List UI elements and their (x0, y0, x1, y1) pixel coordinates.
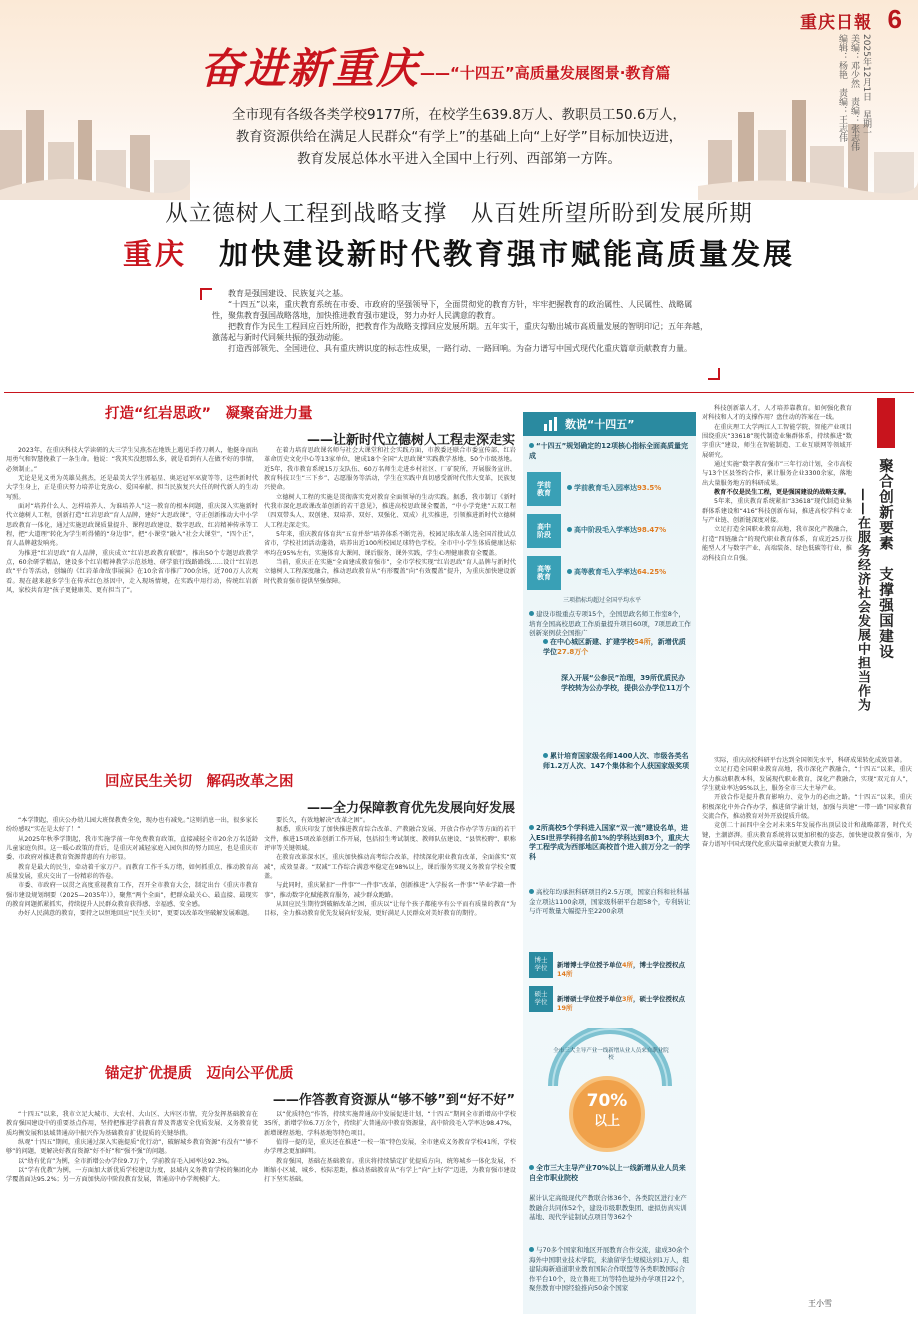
article-paragraph: 立德树人工程的实施是贯彻落实党对教育全面领导的生动实践。据悉，我市制订《新时代我市深化思政课改革创新的若干意见》，推进高校思政课全覆盖，“中小学党建”五双工程（四双带头人、双创建、双培养、双好、双强化、双成）扎实推进，引领推进新时代立德树人工程走深走实。 (264, 493, 516, 529)
info-text: ，新增优质学位 (543, 638, 686, 656)
article-paragraph: 科技创新靠人才，人才培养靠教育。如何强化教育对科技和人才的支撑作用？盘住动的答案在一线。 (702, 405, 852, 422)
degree-text: ，博士学位授权点 (633, 961, 686, 969)
info-paragraph (529, 1246, 691, 1312)
article-subtitle: ——全力保障教育优先发展向好发展 (306, 801, 515, 816)
article-paragraph: 在教育改革深水区，重庆加快推动高考综合改革，持续深化职业教育改革，全面落实“双减”，成效显著。“双减”工作综合满意率稳定在98%以上，课后服务实现义务教育学校全覆盖。 (264, 854, 516, 881)
article-paragraph: 立足打造全国职业教育高地，我市深化产教融合，“十四五”以来，重庆大力推动职教本科，发展现代职业教育，深化产教融合，实现“双元育人”，学生就业率达95%以上，服务全市三大主导产业。 (702, 766, 912, 793)
article-paragraph: 竞创二十届四中全会对未来5年发展作出顶层设计和战略部署，时代关键，主潮澎湃。重庆教育系统将以更加积极的姿态，加快建设教育强市，为奋力谱写中国式现代化重庆篇章贡献更大教育力量。 (702, 822, 912, 849)
newspaper-logo: 重庆日報 (800, 13, 872, 33)
article-subtitle: ——让新时代立德树人工程走深走实 (306, 433, 515, 448)
info-text: 建设市级重点专项15个，全国思政名师工作室8个，培育全国高校思政工作质量提升项目60项，7项思政工作创新案例获全国推广 (529, 610, 691, 638)
article-paragraph: 为推进“红岩思政”育人品牌，重庆成立“红岩思政教育联盟”，推出50个专题思政教学点，60余研学精品，建设多个红岩精神教学示范基地、研学旅行线路路线……设计“红岩思政”平台等活动，创编的《红岩革命故事展演》在10余省市推广700余场，近700万人次观看。现在越来越多学生在传承红色基因中，走入现场情境，在实践中用行动，传统红岩新风，家校共育迎“孩子更健康美、更有担当了”。 (6, 549, 258, 595)
info-text: 全市三大主导产业70%以上一线新增从业人员来自全市职业院校 (529, 1164, 686, 1182)
article-paragraph: 教育是最大的民生，牵动着千家万户。而教育工作千头万绪，如何抓重点、推动教育高质量发展，重庆交出了一份精彩的答卷。 (6, 863, 258, 881)
tag-bar (877, 398, 895, 448)
info-intro-text: “十四五”规划确定的12项核心指标全面高质量完成 (529, 442, 688, 460)
bullet-icon (567, 485, 572, 490)
article-paragraph: 在重庆理工大学两江人工智能学院，智能产业项目围绕重庆“33618”现代制造业集群体系，持续推进“数字重庆”建设，师生在智能制造、工业互联网等领域开展研究。 (702, 423, 852, 459)
article-paragraph: 办好人民满意的教育，要持之以恒地回应“民生关切”，更要以改革攻坚破解发展难题。 (18, 910, 254, 918)
article-paragraph: 以“优质特色”作答，持续实施普通高中发展促进计划，“十四五”期间全市新增高中学校35所，新增学位6.7万余个，持续扩大普通高中教育资源量，高中阶段毛入学率达98.47%，新增课程基地、学科基地等特色项目。 (264, 1111, 516, 1137)
article-paragraph: 与此同时，重庆紧扣“一件事”“一件事”改革，创新推进“入学报名一件事”“毕业学籍一件事”，推动数字化赋能教育服务，减少群众跑路。 (264, 882, 516, 899)
stat-row (527, 514, 691, 548)
degree-text: ，硕士学位授权点 (633, 995, 686, 1003)
article-paragraph: 2023年，在重庆科技大学读研的大三学生吴燕杰在地铁上遇见手持刀刺人，他挺身而出用勇气和智慧挽救了一条生命。他说：“我其实没想那么多，就是看到有人在做不好的事情，必须制止。” (6, 447, 258, 473)
article-paragraph: “本学期起，重庆公办幼儿园大班保教费全免，现办也有减免。”这则消息一出，很多家长纷纷感叹“实在是太好了！” (6, 817, 258, 834)
page-number: 6 (887, 4, 902, 34)
infographic-header (523, 412, 696, 436)
article-paragraph: 在着力培育思政课名师与社会大课堂和社会实践方面，市教委还联合市委宣传部、红岩革命历史文化中心等13家单位，建成18个全国“大思政课”实践教学基地、50个市级基地。近5年，我市教育系统15万支队伍、60万名师生走进乡村社区、厂矿院所，开展服务宣讲、教育科技卫生“三下乡”、志愿服务等活动，学生在实践中真切感受新时代伟大变革，民族复兴使命。 (264, 447, 516, 492)
stat-label: 学前 教育 (527, 472, 561, 506)
bullet-icon (529, 1247, 534, 1252)
article-paragraph: 通过实施“数字教育强市”三年行动计划，全市高校与13个区县签约合作，累计服务企业3300余家，落地出大量服务地方的科研成果。 (702, 461, 852, 487)
article-paragraph: 教育强国，基础在基础教育。重庆将持续锚定扩优提质方向，统筹城乡一体化发展，不断缩小区域、城乡、校际差距，推动基础教育从“有学上”向“上好学”迈进，为教育强市建设打下坚实基础。 (264, 1157, 516, 1184)
article-paragraph: 5年来，重庆教育体育共“五育并举”培养体系不断完善，校园足球改革人选全国首批试点省市，学校社团活动蓬勃，培养出近100所校园足球特色学校。全市中小学生体质健康达标率均在95%左右，实施体育大课间、课后服务、课外实践，学生心理健康教育全覆盖。 (264, 531, 516, 557)
info-highlight: 深入开展“公参民”治理，39所优质民办学校转为公办学校，提供公办学位11万个 (561, 674, 690, 692)
section-subtitle: ——“十四五”高质量发展图景·教育篇 (420, 64, 671, 82)
article-paragraph: 值得一提的是，重庆还在推进“一校一策”特色发展，全市建成义务教育学校41所，学校办学理念更加鲜明。 (264, 1139, 516, 1156)
article-paragraph: “十四五”以来，我市立足大城市、大农村、大山区、大库区市情，充分发挥基础教育在教育强国建设中的重要基点作用，坚持把推进学前教育普及普惠安全优质发展、义务教育优质均衡发展和县域普通高中振兴作为基础教育扩优提质的关键举措。 (6, 1111, 258, 1137)
article-subtitle: ——作答教育资源从“够不够”到“好不好” (272, 1093, 515, 1108)
article-column (264, 446, 516, 752)
stat-text: 高等教育毛入学率达 (574, 568, 637, 576)
article-paragraph: 当前，重庆正在实施“全面建成教育强市”，全市学校实现“红岩思政”育人品牌与新时代立德树人工程深度融合，推动思政教育从“有形覆盖”向“有效覆盖”提升，为重庆加快建设新时代教育强市提供坚强保障。 (264, 559, 516, 585)
article-paragraph: 面对“培养什么人、怎样培养人、为谁培养人”这一教育的根本问题，重庆深入实施新时代立德树人工程，创新打造“红岩思政”育人品牌，建好“大思政课”，守正创新推动大中小学思政教育一体化，通过实施思政课质量提升、课程思政建设、数字思政、红岩精神传承等工程，把“大道理”转化为学生听得懂的“身边事”，把“小课堂”融入“社会大课堂”，“四个正”，育人品牌越发响亮。 (6, 503, 258, 548)
article-header (105, 1062, 515, 1108)
article-paragraph: 从2025年秋季学期起，我市实施学前一年免费教育政策，直接减轻全市20余万名适龄儿童家庭负担。这一暖心政策的背后，是重庆对减轻家庭入园负担的努力回应，也是重庆市委、市政府对推进教育资源普惠的有力彰显。 (6, 835, 258, 862)
article-column (264, 1110, 516, 1316)
bullet-icon (529, 1165, 534, 1170)
info-highlight (529, 1164, 691, 1192)
degree-number: 14所 (557, 970, 573, 978)
headline-text: 加快建设新时代教育强市赋能高质量发展 (187, 237, 796, 271)
degree-value (557, 960, 689, 978)
info-text: 与70多个国家和地区开展教育合作交流，建成30余个海外中国职业技术学院，来渝留学生规模达到1万人，组建陆海新通道职业教育国际合作联盟等各类职教国际合作平台10个，设立鲁班工坊等特色境外办学项目22个，聚焦教育中国经验推向50余个国家 (529, 1246, 690, 1293)
info-number: 54所 (634, 638, 651, 646)
arc-label: 全市三大主导产业一线新增从业人员来自职业院校 (553, 1048, 669, 1061)
intro-line: 教育发展总体水平进入全国中上行列、西部第一方阵。 (297, 151, 621, 167)
percent-circle (569, 1076, 645, 1152)
article-column (264, 816, 516, 1042)
article-title: 打造“红岩思政” 凝聚奋进力量 (105, 406, 313, 422)
date-line: 2025年12月1日 星期一 (861, 34, 871, 138)
lead-paragraph: 把教育作为民生工程回应百姓所盼，把教育作为战略支撑回应发展所期。五年实干，重庆勾勒出城市高质量发展的智明印记；五年奔越，激荡起与新时代同频共振的强劲动能。 (212, 322, 708, 342)
info-text: 高校年均承担科研项目约2.5万项，国家自科和社科基金立项达1100余项，国家级科研平台超58个，专利转让与许可数量大幅提升至2200余项 (529, 888, 691, 916)
bullet-icon (529, 825, 534, 830)
info-paragraph (529, 888, 691, 944)
stat-row (527, 556, 691, 590)
lead-paragraph: 打造西部领先、全国进位、具有重庆辨识度的标志性成果，一路行动、一路回响。为奋力谱写中国式现代化重庆篇章贡献教育力量。 (228, 344, 692, 353)
info-intro (529, 442, 691, 461)
info-highlight (529, 824, 691, 880)
stat-row (527, 472, 691, 506)
article-paragraph: 纵观“十四五”期间，重庆通过深入实施提质“优行动”，破解城乡教育资源“有没有”“够不够”的问题，更解决好教育资源“好不好”和“强不强”的问题。 (6, 1139, 258, 1156)
intro-line: 全市现有各级各类学校9177所，在校学生639.8万人、教职员工50.6万人， (231, 107, 687, 123)
info-highlight (543, 638, 691, 672)
masthead (0, 0, 918, 200)
degree-number: 19所 (557, 1004, 573, 1012)
article-header (105, 402, 515, 448)
article-paragraph: 据悉，重庆印发了加快推进教育综合改革、产教融合发展、开放合作办学等方面的若干文件，推进15项改革创新工作开展，包括招生考试制度、教师队伍建设、“县管校聘”、职称评审等关键领域。 (264, 826, 516, 853)
info-paragraph: 累计认定高级现代产教联合体36个、各类院区进行业产教融合共同体52个，建设市级职教集团、虚拟仿真实训基地、现代学徒制试点项目等362个 (529, 1194, 687, 1222)
bullet-icon (529, 611, 534, 616)
bullet-icon (567, 569, 572, 574)
intro-line: 教育资源供给在满足人民群众“有学上”的基础上向“上好学”目标加快迈进， (235, 129, 683, 145)
main-headline (0, 232, 918, 273)
info-text: 在中心城区新建、扩建学校 (550, 638, 634, 646)
lead-paragraph: 教育是强国建设、民族复兴之基。 (228, 289, 348, 298)
article-paragraph: 教育不仅是民生工程，更是强国建设的战略支撑。 (714, 489, 851, 497)
degree-number: 4所 (622, 961, 634, 969)
stat-text: 高中阶段毛入学率达 (574, 526, 637, 534)
lead-box (200, 288, 720, 380)
editor-line: 编辑：杨艳 责编：王志伟 (837, 34, 847, 142)
article-title: 锚定扩优提质 迈向公平优质 (105, 1066, 294, 1082)
article-side-tag (853, 398, 897, 728)
lead-paragraph: “十四五”以来，重庆教育系统在市委、市政府的坚强领导下，全面贯彻党的教育方针，牢牢把握教育的政治属性、人民属性、战略属性，聚焦教育强国战略落地，加快推进教育强市建设，努力办好人民满意的教育。 (212, 300, 693, 320)
article-paragraph: 5年来，重庆教育系统紧扣“33618”现代制造业集群体系建设和“416”科技创新布局，推进高校学科专业与产业链、创新链深度对接。 (702, 498, 852, 525)
article-column (702, 404, 852, 754)
info-text: 累计培育国家级名师1400人次、市级各类名师1.2万人次、147个集体和个人获国家级奖项 (543, 752, 690, 770)
circle-value: 70% (586, 1091, 628, 1111)
author-byline: 王小雪 (808, 1299, 832, 1308)
info-highlight (543, 752, 691, 796)
stat-number: 93.5% (637, 484, 662, 492)
article-paragraph: 立足打造全国职业教育高地，我市深化产教融合，打造“四链融合”的现代职业教育体系，育成近25万技能型人才与数字产业、高端装备、绿色低碳等行业，推动科技自立自强。 (702, 526, 852, 562)
bullet-icon (543, 639, 548, 644)
infographic-panel (523, 412, 696, 1314)
stat-text: 学前教育毛入园率达 (574, 484, 637, 492)
degree-text: 新增硕士学位授予单位 (557, 995, 622, 1003)
article-header (105, 770, 515, 816)
headline-kicker: 从立德树人工程到战略支撑 从百姓所望所盼到发展所期 (165, 201, 753, 227)
info-text: 2所高校5个学科进入国家“双一流”建设名单，进入ESI世界学科排名前1%的学科达到83个，重庆大学工程学成为西部地区高校首个进入前万分之一的学科 (529, 824, 690, 861)
article-paragraph: 以“学有优教”为例，一方面加大新优质学校建设力度，县域内义务教育学校的集团化办学覆盖面达95.2%；另一方面加快高中阶段教育发展，普通高中办学规模扩大。 (6, 1167, 258, 1184)
degree-text: 新增博士学位授予单位 (557, 961, 622, 969)
article-subtitle: ——在服务经济社会发展中担当作为 (855, 488, 870, 712)
stat-label: 高等 教育 (527, 556, 561, 590)
bullet-icon (529, 889, 534, 894)
article-title: 回应民生关切 解码改革之困 (105, 774, 294, 790)
article-column (702, 756, 912, 1296)
stat-label: 高中 阶段 (527, 514, 561, 548)
bullet-icon (543, 753, 548, 758)
degree-row (529, 986, 689, 1012)
article-paragraph: 要长久，有效地解决“改革之困”。 (276, 817, 370, 824)
article-paragraph: 从回应民生期待到破解改革之困，重庆以“让每个孩子都能享有公平而有质量的教育”为目标，全力推动教育优先发展向好发展，更好满足人民群众对美好教育的期待。 (264, 901, 516, 918)
bullet-icon (567, 527, 572, 532)
intro-summary (0, 104, 918, 170)
article-paragraph: 实际，重庆高校科研平台达到全国领先水平，科研成果转化成效显著。 (714, 757, 906, 764)
article-column (6, 446, 258, 752)
degree-number: 3所 (622, 995, 634, 1003)
degree-label: 硕士 学位 (529, 986, 553, 1012)
stat-number: 64.25% (637, 568, 667, 576)
degree-label: 博士 学位 (529, 952, 553, 978)
article-paragraph: 市委、市政府一以贯之高度重视教育工作，召开全市教育大会，制定出台《重庆市教育强市建设规划纲要（2025—2035年）》，聚焦“两个全面”，把群众最关心、最直接、最现实的教育问题抓紧抓实，持续提升人民群众教育获得感、幸福感、安全感。 (6, 882, 258, 909)
article-column (6, 816, 258, 1042)
article-paragraph: 无论是见义勇为英雄吴燕杰，还是最美大学生郭福星、奥运冠军巫旋等等，这些新时代大学生身上，正是重庆努力培养让党放心、爱国奉献、担当民族复兴大任的时代新人的生动写照。 (6, 475, 258, 501)
article-title: 聚合创新要素 支撑强国建设 (877, 458, 893, 660)
circle-sub: 以上 (593, 1114, 620, 1129)
article-column (6, 1110, 258, 1316)
stat-value (567, 483, 661, 493)
chart-icon (543, 417, 559, 431)
stats-footer: 三项指标均超过全国平均水平 (563, 597, 642, 604)
editor-line: 美编：邓少然 责编：张志伟 (849, 34, 859, 151)
stat-number: 98.47% (637, 526, 667, 534)
article-paragraph: 以“幼有优育”为例，全市新增公办学位9.7万个，学前教育毛入园率达92.3%。 (18, 1157, 234, 1165)
bullet-icon (529, 443, 534, 448)
article-paragraph: 开放合作是提升教育影响力、竞争力的必由之路。“十四五”以来，重庆积极深化中外合作办学，推进留学渝计划，加强与共建“一带一路”国家教育交流合作，推动教育对外开放提质升级。 (702, 794, 912, 821)
infographic-title: 数说“十四五” (565, 418, 635, 431)
section-title: 奋进新重庆 (200, 44, 421, 93)
info-number: 27.8万个 (557, 647, 589, 656)
degree-value (557, 994, 689, 1012)
degree-row (529, 952, 689, 978)
stat-value (567, 525, 666, 535)
corner-decoration (200, 288, 212, 300)
headline-city: 重庆 (122, 237, 187, 271)
corner-decoration (708, 368, 720, 380)
section-divider (4, 392, 914, 393)
stat-value (567, 567, 666, 577)
